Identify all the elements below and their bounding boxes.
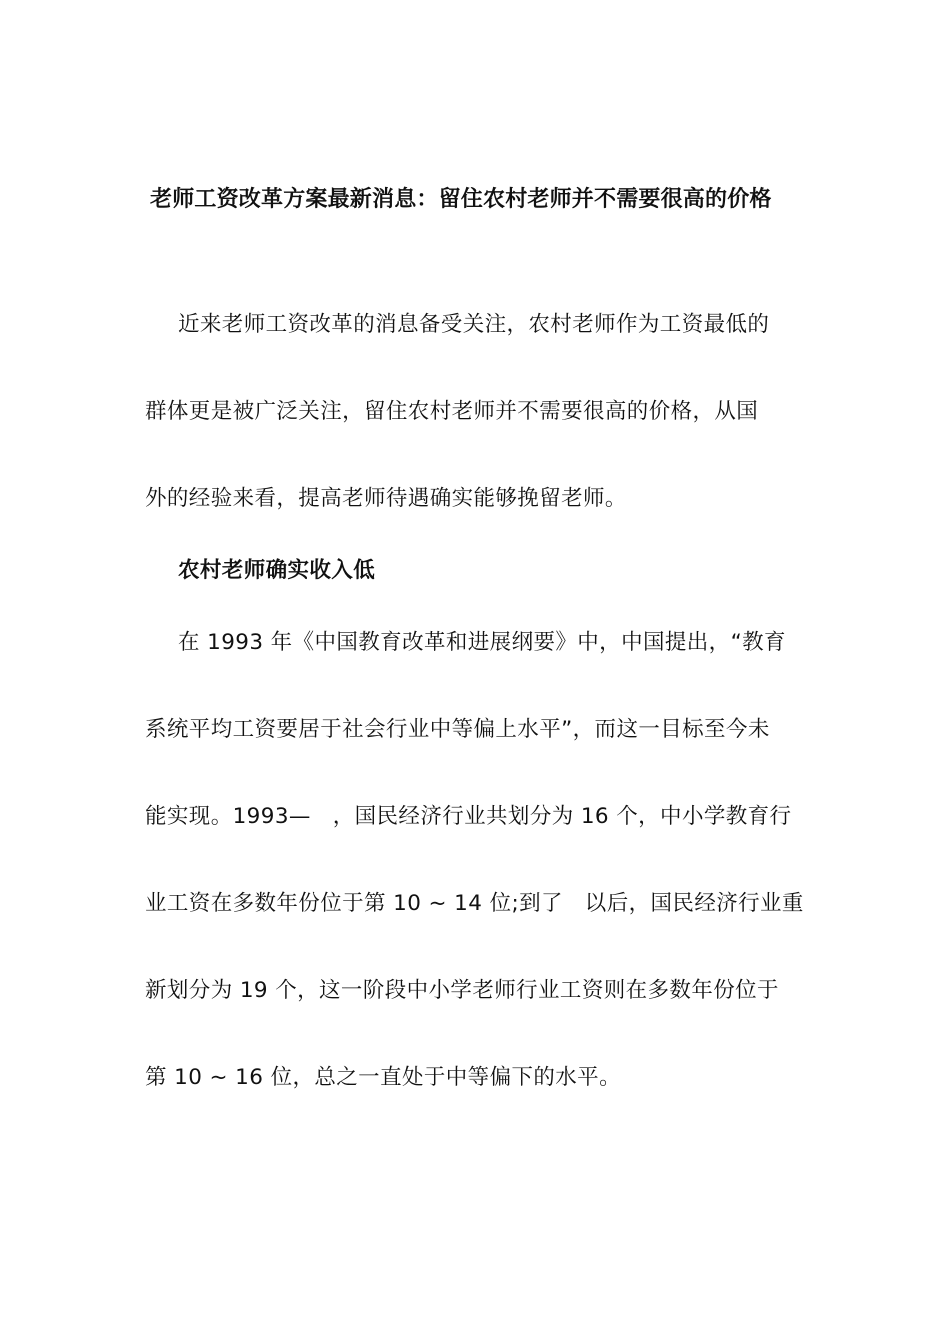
paragraph-line: 群体更是被广泛关注，留住农村老师并不需要很高的价格，从国 (145, 399, 759, 424)
section-subheading: 农村老师确实收入低 (178, 558, 376, 583)
paragraph-line: 近来老师工资改革的消息备受关注，农村老师作为工资最低的 (178, 312, 770, 337)
paragraph-line: 第 10 ~ 16 位，总之一直处于中等偏下的水平。 (145, 1065, 621, 1090)
paragraph-line: 能实现。1993— ，国民经济行业共划分为 16 个，中小学教育行 (145, 804, 792, 829)
paragraph-line: 外的经验来看，提高老师待遇确实能够挽留老师。 (145, 486, 627, 511)
paragraph-line: 系统平均工资要居于社会行业中等偏上水平”，而这一目标至今未 (145, 717, 770, 742)
paragraph-line: 在 1993 年《中国教育改革和进展纲要》中，中国提出，“教育 (178, 630, 786, 655)
paragraph-line: 业工资在多数年份位于第 10 ~ 14 位;到了 以后，国民经济行业重 (145, 891, 804, 916)
document-title: 老师工资改革方案最新消息：留住农村老师并不需要很高的价格 (150, 187, 772, 212)
paragraph-line: 新划分为 19 个，这一阶段中小学老师行业工资则在多数年份位于 (145, 978, 779, 1003)
